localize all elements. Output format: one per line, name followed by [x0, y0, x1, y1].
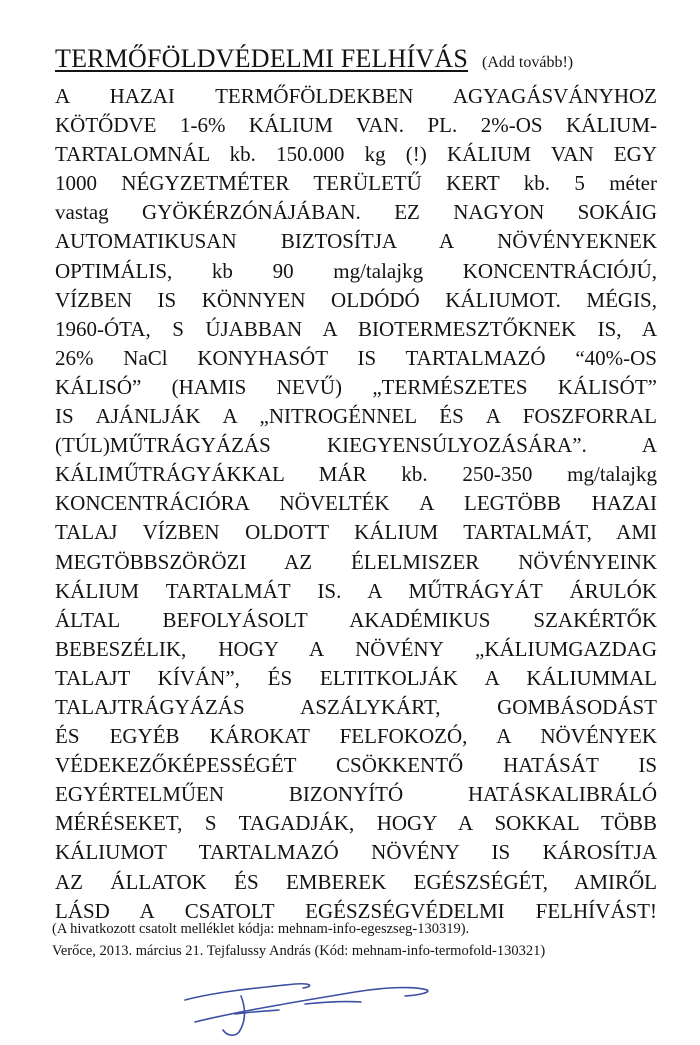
- attachment-note: (A hivatkozott csatolt melléklet kódja: mehnam-info-egeszseg-130319).: [52, 921, 470, 937]
- body-line: 1000 NÉGYZETMÉTER TERÜLETŰ KERT kb. 5 méter: [55, 171, 657, 196]
- forward-note: (Add tovább!): [482, 54, 574, 71]
- body-line: TALAJTRÁGYÁZÁS ASZÁLYKÁRT, GOMBÁSODÁST: [55, 694, 657, 719]
- body-line: ÉS EGYÉB KÁROKAT FELFOKOZÓ, A NÖVÉNYEK: [55, 724, 657, 749]
- body-line: VÍZBEN IS KÖNNYEN OLDÓDÓ KÁLIUMOT. MÉGIS,: [55, 287, 657, 312]
- body-line: KÁLIUM TARTALMÁT IS. A MŰTRÁGYÁT ÁRULÓK: [55, 578, 657, 603]
- title-row: [55, 44, 675, 74]
- body-line: IS AJÁNLJÁK A „NITROGÉNNEL ÉS A FOSZFORRAL: [55, 404, 657, 429]
- body-line: EGYÉRTELMŰEN BIZONYÍTÓ HATÁSKALIBRÁLÓ: [55, 782, 657, 807]
- body-line: MÉRÉSEKET, S TAGADJÁK, HOGY A SOKKAL TÖBB: [55, 811, 657, 836]
- body-line: KÁLIMŰTRÁGYÁKKAL MÁR kb. 250-350 mg/talajkg: [55, 462, 657, 487]
- document-title: TERMŐFÖLDVÉDELMI FELHÍVÁS: [55, 44, 469, 73]
- body-line: KÁLIUMOT TARTALMAZÓ NÖVÉNY IS KÁROSÍTJA: [55, 840, 657, 865]
- body-text: [55, 82, 657, 926]
- body-line: KÖTŐDVE 1-6% KÁLIUM VAN. PL. 2%-OS KÁLIUM-: [55, 113, 657, 138]
- body-line: vastag GYÖKÉRZÓNÁJÁBAN. EZ NAGYON SOKÁIG: [55, 200, 657, 225]
- body-line: 26% NaCl KONYHASÓT IS TARTALMAZÓ “40%-OS: [55, 345, 657, 370]
- body-line: TARTALOMNÁL kb. 150.000 kg (!) KÁLIUM VAN EGY: [55, 142, 657, 167]
- body-line: (TÚL)MŰTRÁGYÁZÁS KIEGYENSÚLYOZÁSÁRA”. A: [55, 433, 657, 458]
- body-line: BEBESZÉLIK, HOGY A NÖVÉNY „KÁLIUMGAZDAG: [55, 636, 657, 661]
- body-line: VÉDEKEZŐKÉPESSÉGÉT CSÖKKENTŐ HATÁSÁT IS: [55, 753, 657, 778]
- body-line: MEGTÖBBSZÖRÖZI AZ ÉLELMISZER NÖVÉNYEINK: [55, 549, 657, 574]
- body-line: AZ ÁLLATOK ÉS EMBEREK EGÉSZSÉGÉT, AMIRŐL: [55, 869, 657, 894]
- body-line: TALAJT KÍVÁN”, ÉS ELTITKOLJÁK A KÁLIUMMAL: [55, 665, 657, 690]
- body-line: KÁLISÓ” (HAMIS NEVŰ) „TERMÉSZETES KÁLISÓT”: [55, 374, 657, 399]
- body-line: AUTOMATIKUSAN BIZTOSÍTJA A NÖVÉNYEKNEK: [55, 229, 657, 254]
- body-line: KONCENTRÁCIÓRA NÖVELTÉK A LEGTÖBB HAZAI: [55, 491, 657, 516]
- body-line: LÁSD A CSATOLT EGÉSZSÉGVÉDELMI FELHÍVÁST!: [55, 898, 657, 923]
- body-line: OPTIMÁLIS, kb 90 mg/talajkg KONCENTRÁCIÓJÚ,: [55, 258, 657, 283]
- signature-line: Verőce, 2013. március 21. Tejfalussy András (Kód: mehnam-info-termofold-130321): [52, 943, 546, 959]
- body-line: A HAZAI TERMŐFÖLDEKBEN AGYAGÁSVÁNYHOZ: [55, 84, 657, 108]
- body-line: ÁLTAL BEFOLYÁSOLT AKADÉMIKUS SZAKÉRTŐK: [55, 607, 657, 632]
- handwritten-signature: [175, 962, 435, 1042]
- body-line: TALAJ VÍZBEN OLDOTT KÁLIUM TARTALMÁT, AMI: [55, 520, 657, 545]
- body-line: 1960-ÓTA, S ÚJABBAN A BIOTERMESZTŐKNEK IS, A: [55, 316, 657, 341]
